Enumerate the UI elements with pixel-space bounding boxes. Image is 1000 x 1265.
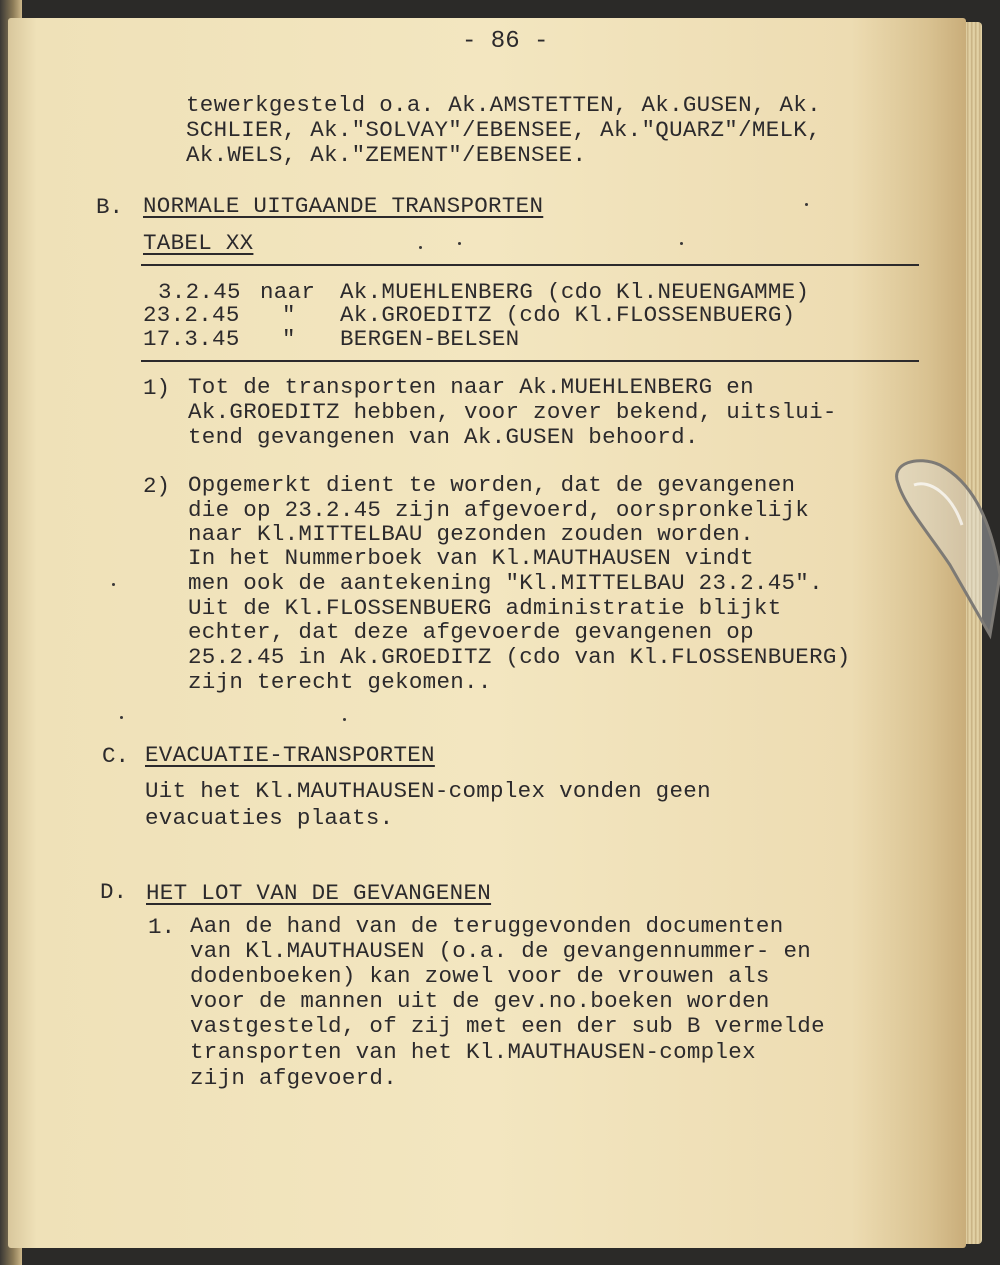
intro-line-3: Ak.WELS, Ak."ZEMENT"/EBENSEE. xyxy=(186,142,587,168)
note-2-line-8: 25.2.45 in Ak.GROEDITZ (cdo van Kl.FLOSSENBUERG) xyxy=(188,644,851,670)
section-d-line-7: zijn afgevoerd. xyxy=(190,1065,398,1091)
note-2-marker: 2) xyxy=(143,473,171,499)
section-d-line-5: vastgesteld, of zij met een der sub B vermelde xyxy=(190,1013,825,1039)
section-c-line-1: Uit het Kl.MAUTHAUSEN-complex vonden geen xyxy=(145,778,711,804)
table-title: TABEL XX xyxy=(143,230,254,256)
note-2-line-2: die op 23.2.45 zijn afgevoerd, oorspronkelijk xyxy=(188,497,810,523)
ink-speck xyxy=(343,718,346,721)
ink-speck xyxy=(680,242,683,245)
note-1-line-2: Ak.GROEDITZ hebben, voor zover bekend, uitslui- xyxy=(188,399,837,425)
section-d-heading: HET LOT VAN DE GEVANGENEN xyxy=(146,880,492,906)
note-1-line-1: Tot de transporten naar Ak.MUEHLENBERG en xyxy=(188,374,754,400)
row-date: 23.2.45 xyxy=(143,302,240,328)
ink-speck xyxy=(120,716,123,719)
section-d-line-6: transporten van het Kl.MAUTHAUSEN-complex xyxy=(190,1039,756,1065)
note-2-line-4: In het Nummerboek van Kl.MAUTHAUSEN vindt xyxy=(188,545,754,571)
row-destination: Ak.MUEHLENBERG (cdo Kl.NEUENGAMME) xyxy=(340,279,810,305)
ink-speck xyxy=(419,246,422,249)
note-2-line-3: naar Kl.MITTELBAU gezonden zouden worden. xyxy=(188,521,754,547)
note-2-line-7: echter, dat deze afgevoerde gevangenen op xyxy=(188,619,754,645)
row-direction: naar xyxy=(260,279,316,305)
ink-speck xyxy=(458,242,461,245)
section-d-line-2: van Kl.MAUTHAUSEN (o.a. de gevangennummer- en xyxy=(190,938,812,964)
table-bottom-rule xyxy=(141,360,919,362)
note-2-line-1: Opgemerkt dient te worden, dat de gevangenen xyxy=(188,472,796,498)
section-c-line-2: evacuaties plaats. xyxy=(145,805,394,831)
table-top-rule xyxy=(141,264,919,266)
note-1-line-3: tend gevangenen van Ak.GUSEN behoord. xyxy=(188,424,699,450)
section-b-letter: B. xyxy=(96,194,124,220)
intro-line-1: tewerkgesteld o.a. Ak.AMSTETTEN, Ak.GUSEN, Ak. xyxy=(186,92,821,118)
note-2-line-6: Uit de Kl.FLOSSENBUERG administratie blijkt xyxy=(188,595,782,621)
note-2-line-9: zijn terecht gekomen.. xyxy=(188,669,492,695)
intro-line-2: SCHLIER, Ak."SOLVAY"/EBENSEE, Ak."QUARZ"/MELK, xyxy=(186,117,821,143)
row-date: 17.3.45 xyxy=(143,326,240,352)
ink-speck xyxy=(112,583,115,586)
section-d-item-marker: 1. xyxy=(148,914,176,940)
section-d-line-1: Aan de hand van de teruggevonden documenten xyxy=(190,913,784,939)
row-direction: " xyxy=(282,326,296,352)
section-b-heading: NORMALE UITGAANDE TRANSPORTEN xyxy=(143,193,544,219)
page-number: - 86 - xyxy=(462,28,549,55)
section-c-letter: C. xyxy=(102,743,130,769)
row-date: 3.2.45 xyxy=(158,279,241,305)
section-d-line-4: voor de mannen uit de gev.no.boeken worden xyxy=(190,988,770,1014)
note-1-marker: 1) xyxy=(143,375,171,401)
row-destination: BERGEN-BELSEN xyxy=(340,326,520,352)
ink-speck xyxy=(805,203,808,206)
section-c-heading: EVACUATIE-TRANSPORTEN xyxy=(145,742,435,768)
section-d-letter: D. xyxy=(100,879,128,905)
row-destination: Ak.GROEDITZ (cdo Kl.FLOSSENBUERG) xyxy=(340,302,796,328)
row-direction: " xyxy=(282,302,296,328)
section-d-line-3: dodenboeken) kan zowel voor de vrouwen als xyxy=(190,963,770,989)
note-2-line-5: men ook de aantekening "Kl.MITTELBAU 23.2.45". xyxy=(188,570,823,596)
